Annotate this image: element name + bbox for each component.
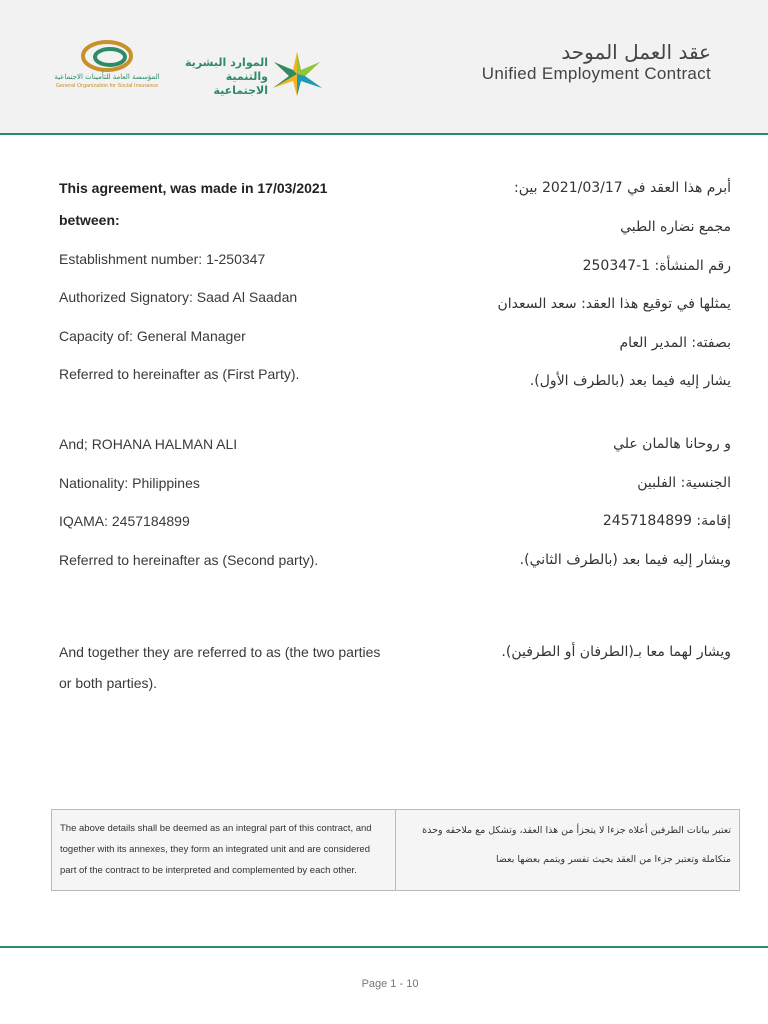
integral-part-note bbox=[51, 809, 740, 891]
gosi-logo bbox=[48, 40, 166, 95]
between-label: between: bbox=[59, 212, 120, 228]
capacity-en: Capacity of: General Manager bbox=[59, 328, 246, 344]
hrsd-logo bbox=[176, 50, 328, 98]
contract-title-english: Unified Employment Contract bbox=[481, 64, 711, 83]
document-header bbox=[0, 0, 768, 135]
second-party-name-en: And; ROHANA HALMAN ALI bbox=[59, 436, 238, 452]
signatory-ar-row bbox=[0, 296, 768, 320]
gosi-emblem-icon bbox=[48, 40, 166, 74]
second-party-referred-row bbox=[0, 552, 768, 576]
hrsd-arabic-name bbox=[176, 56, 268, 98]
page-number: Page 1 - 10 bbox=[361, 978, 419, 990]
contract-title-arabic: عقد العمل الموحد bbox=[561, 40, 711, 64]
agreement-date-en: This agreement, was made in 17/03/2021 bbox=[59, 180, 328, 196]
capacity-ar: بصفته: المدير العام bbox=[619, 335, 731, 351]
establishment-number-ar-row bbox=[0, 258, 768, 282]
capacity-ar-row bbox=[0, 335, 768, 359]
both-parties-row-2 bbox=[0, 675, 768, 699]
nationality-ar: الجنسية: الفلبين bbox=[637, 475, 731, 491]
second-party-name-row bbox=[0, 436, 768, 460]
hrsd-line1: الموارد البشرية bbox=[185, 56, 268, 69]
note-arabic: تعتبر بيانات الطرفين أعلاه جزءا لا يتجزأ من هذا العقد، وتشكل مع ملاحقه وحدة متكاملة وتعتبر جزءا من العقد بحيث تفسر ويتمم بعضها بعضا bbox=[422, 825, 731, 865]
agreement-date-ar: أبرم هذا العقد في 2021/03/17 بين: bbox=[514, 180, 731, 196]
footer-divider bbox=[0, 946, 768, 948]
gosi-english-name: General Organization for Social Insurance bbox=[55, 83, 159, 89]
signatory-ar: يمثلها في توقيع هذا العقد: سعد السعدان bbox=[497, 296, 731, 312]
iqama-row bbox=[0, 513, 768, 537]
establishment-number-ar: رقم المنشأة: 1-250347 bbox=[582, 258, 731, 274]
signatory-en: Authorized Signatory: Saad Al Saadan bbox=[59, 289, 298, 305]
both-parties-en-line1: And together they are referred to as (the two parties bbox=[59, 644, 381, 660]
iqama-en: IQAMA: 2457184899 bbox=[59, 513, 190, 529]
both-parties-row bbox=[0, 644, 768, 668]
gosi-arabic-name: المؤسسة العامة للتأمينات الاجتماعية bbox=[54, 73, 160, 81]
nationality-en: Nationality: Philippines bbox=[59, 475, 200, 491]
iqama-ar: إقامة: 2457184899 bbox=[602, 513, 731, 529]
first-party-referred-ar-row bbox=[0, 373, 768, 397]
first-party-referred-ar: يشار إليه فيما بعد (بالطرف الأول). bbox=[529, 373, 731, 389]
nationality-row bbox=[0, 475, 768, 499]
second-party-referred-ar: ويشار إليه فيما بعد (بالطرف الثاني). bbox=[519, 552, 731, 568]
establishment-number-en: Establishment number: 1-250347 bbox=[59, 251, 266, 267]
hrsd-line2: والتنمية الاجتماعية bbox=[213, 70, 268, 97]
both-parties-en-line2: or both parties). bbox=[59, 675, 158, 691]
agreement-row bbox=[0, 180, 768, 204]
second-party-name-ar: و روحانا هالمان علي bbox=[613, 436, 731, 452]
first-party-referred-en: Referred to hereinafter as (First Party). bbox=[59, 366, 300, 382]
second-party-referred-en: Referred to hereinafter as (Second party). bbox=[59, 552, 319, 568]
establishment-name-row bbox=[0, 219, 768, 243]
note-english: The above details shall be deemed as an integral part of this contract, and together with its annexes, they form an integrated unit and are considered part of the contract to be interpreted and complemented by each other. bbox=[52, 810, 396, 890]
hrsd-star-icon bbox=[270, 50, 324, 98]
both-parties-ar: ويشار لهما معا بـ(الطرفان أو الطرفين). bbox=[501, 644, 731, 660]
establishment-name-ar: مجمع نضاره الطبي bbox=[620, 219, 731, 235]
